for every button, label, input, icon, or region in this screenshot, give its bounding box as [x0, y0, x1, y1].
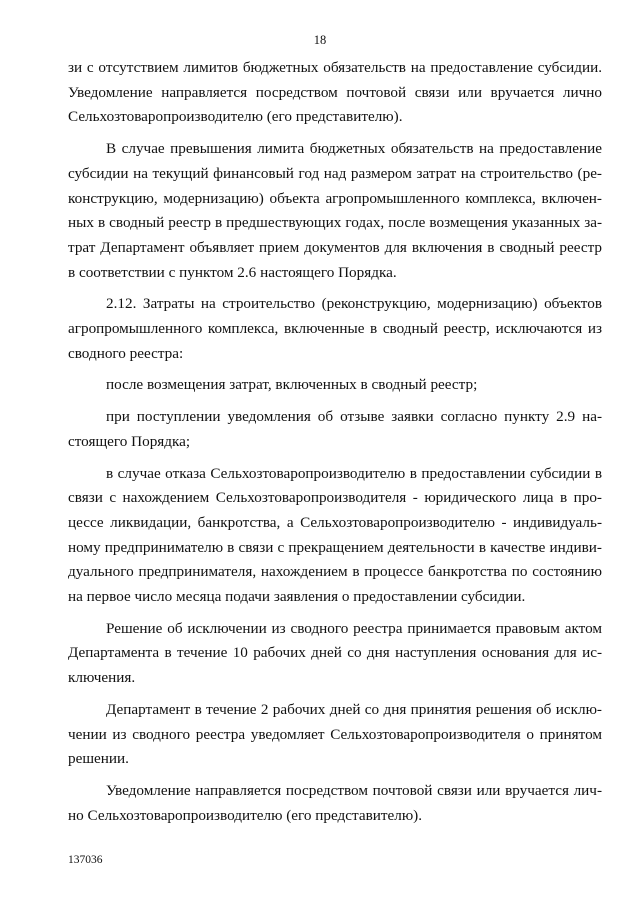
paragraph-delivery [68, 779, 602, 828]
text-line: Департамент в течение 2 рабочих дней со дня принятия решения об исклю- [106, 700, 602, 718]
text-line: трат Департамент объявляет прием документов для включения в сводный реестр [68, 238, 602, 256]
text-line: дуального предпринимателя, нахождением в процессе банкротства по состоянию [68, 563, 602, 581]
list-item-reimbursement [68, 373, 602, 398]
text-line: Уведомление направляется посредством почтовой связи или вручается лично [68, 83, 602, 101]
text-line: агропромышленного комплекса, включенные в сводный реестр, исключаются из [68, 320, 602, 338]
text-line: В случае превышения лимита бюджетных обязательств на предоставление [106, 140, 602, 158]
paragraph-exclusion-decision [68, 617, 602, 691]
paragraph-department-notice [68, 698, 602, 772]
text-line: стоящего Порядка; [68, 432, 191, 450]
text-line: ному предпринимателю в связи с прекращением деятельности в качестве индиви- [68, 538, 602, 556]
list-item-withdrawal [68, 405, 602, 454]
text-line: ключения. [68, 669, 136, 687]
text-line: в соответствии с пунктом 2.6 настоящего Порядка. [68, 263, 397, 281]
text-line: Департамента в течение 10 рабочих дней со дня наступления основания для ис- [68, 644, 602, 662]
text-line: после возмещения затрат, включенных в сводный реестр; [106, 376, 478, 394]
text-line: в случае отказа Сельхозтоваропроизводителю в предоставлении субсидии в [106, 464, 602, 482]
text-line: на первое число месяца подачи заявления о предоставлении субсидии. [68, 588, 526, 606]
text-line: чении из сводного реестра уведомляет Сельхозтоваропроизводителя о принятом [68, 725, 602, 743]
text-line: Сельхозтоваропроизводителю (его представителю). [68, 108, 403, 126]
text-line: но Сельхозтоваропроизводителю (его представителю). [68, 806, 423, 824]
text-line: цессе ликвидации, банкротства, а Сельхозтоваропроизводителю - индивидуаль- [68, 513, 602, 531]
paragraph-continuation [68, 56, 602, 130]
text-line: Уведомление направляется посредством почтовой связи или вручается лич- [106, 781, 602, 799]
text-line: 2.12. Затраты на строительство (реконструкцию, модернизацию) объектов [106, 295, 602, 313]
paragraph-budget-limit [68, 137, 602, 285]
page-number: 18 [313, 33, 327, 47]
text-line: связи с нахождением Сельхозтоваропроизводителя - юридического лица в про- [68, 489, 602, 507]
text-line: ных в сводный реестр в предшествующих годах, после возмещения указанных за- [68, 214, 602, 232]
text-line: конструкцию, модернизацию) объекта агропромышленного комплекса, включен- [68, 189, 602, 207]
text-line: при поступлении уведомления об отзыве заявки согласно пункту 2.9 на- [106, 408, 602, 426]
text-line: субсидии на текущий финансовый год над размером затрат на строительство (ре- [68, 164, 602, 182]
list-item-refusal [68, 462, 602, 610]
paragraph-section-2-12 [68, 292, 602, 366]
document-code: 137036 [68, 854, 103, 866]
text-line: решении. [68, 750, 129, 768]
document-body [68, 56, 602, 828]
text-line: Решение об исключении из сводного реестра принимается правовым актом [106, 619, 602, 637]
text-line: сводного реестра: [68, 344, 184, 362]
text-line: зи с отсутствием лимитов бюджетных обязательств на предоставление субсидии. [68, 59, 602, 76]
